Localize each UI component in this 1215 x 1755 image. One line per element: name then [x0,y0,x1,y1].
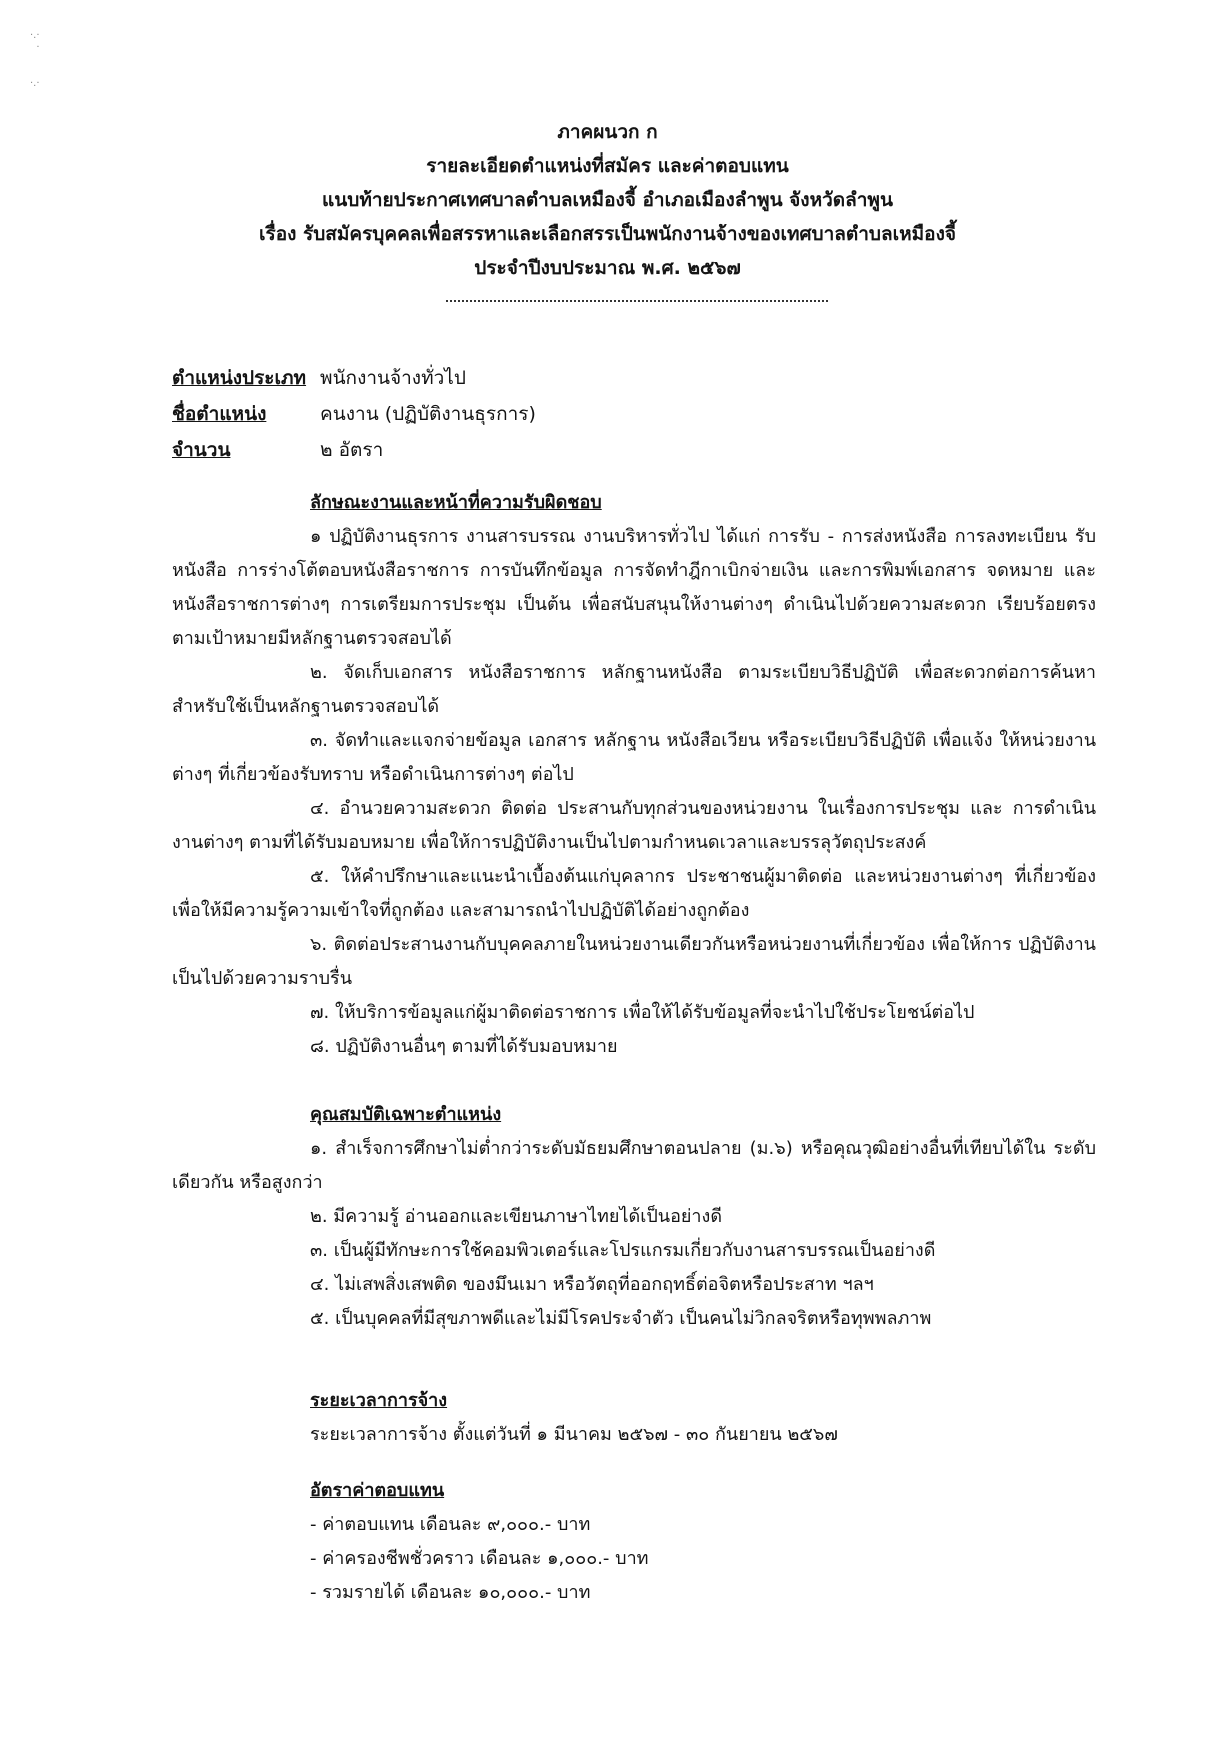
document-header [0,115,1215,285]
position-name-label: ชื่อตำแหน่ง [172,403,267,425]
compensation-item: - รวมรายได้ เดือนละ ๑๐,๐๐๐.- บาท [310,1582,591,1603]
position-count-label: จำนวน [172,439,231,461]
employment-period: ระยะเวลาการจ้าง ตั้งแต่วันที่ ๑ มีนาคม ๒๕๖๗ - ๓๐ กันยายน ๒๕๖๗ [310,1424,838,1445]
duties-heading: ลักษณะงานและหน้าที่ความรับผิดชอบ [310,492,602,513]
employment-heading: ระยะเวลาการจ้าง [310,1390,448,1411]
qualifications-section [172,1098,1096,1336]
position-count-value: ๒ อัตรา [320,439,384,461]
qualification-item: ๔. ไม่เสพสิ่งเสพติด ของมึนเมา หรือวัตถุที่ออกฤทธิ์ต่อจิตหรือประสาท ฯลฯ [310,1274,874,1295]
compensation-item: - ค่าตอบแทน เดือนละ ๙,๐๐๐.- บาท [310,1514,591,1535]
compensation-heading: อัตราค่าตอบแทน [310,1480,445,1501]
duty-item: ๘. ปฏิบัติงานอื่นๆ ตามที่ได้รับมอบหมาย [310,1036,618,1057]
position-type-value: พนักงานจ้างทั่วไป [320,367,466,389]
duty-item: ๕. ให้คำปรึกษาและแนะนำเบื้องต้นแก่บุคลากร ประชาชนผู้มาติดต่อ และหน่วยงานต่างๆ ที่เกี่ยวข้อง เพื่อให้มีความรู้ความเข้าใจที่ถูกต้อง และสามารถนำไปปฏิบัติได้อย่างถูกต้อง [172,866,1096,921]
header-attachment: แนบท้ายประกาศเทศบาลตำบลเหมืองจี้ อำเภอเมืองลำพูน จังหวัดลำพูน [322,189,893,211]
position-type-row [172,360,536,396]
duty-item: ๒. จัดเก็บเอกสาร หนังสือราชการ หลักฐานหนังสือ ตามระเบียบวิธีปฏิบัติ เพื่อสะดวกต่อการค้นหา สำหรับใช้เป็นหลักฐานตรวจสอบได้ [172,662,1096,717]
position-name-value: คนงาน (ปฏิบัติงานธุรการ) [320,403,536,425]
duty-item: ๖. ติดต่อประสานงานกับบุคคลภายในหน่วยงานเดียวกันหรือหน่วยงานที่เกี่ยวข้อง เพื่อให้การ ปฏิบัติงานเป็นไปด้วยความราบรื่น [172,934,1096,989]
duties-section [172,486,1096,1064]
position-info [172,360,536,468]
compensation-item: - ค่าครองชีพชั่วคราว เดือนละ ๑,๐๐๐.- บาท [310,1548,649,1569]
header-subject: เรื่อง รับสมัครบุคคลเพื่อสรรหาและเลือกสรรเป็นพนักงานจ้างของเทศบาลตำบลเหมืองจี้ [259,223,956,245]
dotted-divider [446,300,828,302]
duty-item: ๑ ปฏิบัติงานธุรการ งานสารบรรณ งานบริหารทั่วไป ได้แก่ การรับ - การส่งหนังสือ การลงทะเบียน รับหนังสือ การร่างโต้ตอบหนังสือราชการ การบันทึกข้อมูล การจัดทำฎีกาเบิกจ่ายเงิน และการพิมพ์เอกสาร จดหมาย และหนังสือราชการต่างๆ การเตรียมการประชุม เป็นต้น เพื่อสนับสนุนให้งานต่างๆ ดำเนินไปด้วยความสะดวก เรียบร้อยตรงตามเป้าหมายมีหลักฐานตรวจสอบได้ [172,526,1096,649]
duty-item: ๔. อำนวยความสะดวก ติดต่อ ประสานกับทุกส่วนของหน่วยงาน ในเรื่องการประชุม และ การดำเนินงานต่างๆ ตามที่ได้รับมอบหมาย เพื่อให้การปฏิบัติงานเป็นไปตามกำหนดเวลาและบรรลุวัตถุประสงค์ [172,798,1096,853]
employment-section [172,1384,1096,1452]
qualifications-heading: คุณสมบัติเฉพาะตำแหน่ง [310,1104,502,1125]
scan-specks: ·.· · ·.· [30,30,40,89]
header-appendix: ภาคผนวก ก [557,121,658,143]
position-count-row [172,432,536,468]
duty-item: ๓. จัดทำและแจกจ่ายข้อมูล เอกสาร หลักฐาน หนังสือเวียน หรือระเบียบวิธีปฏิบัติ เพื่อแจ้ง ให้หน่วยงานต่างๆ ที่เกี่ยวข้องรับทราบ หรือดำเนินการต่างๆ ต่อไป [172,730,1096,785]
duty-item: ๗. ให้บริการข้อมูลแก่ผู้มาติดต่อราชการ เพื่อให้ได้รับข้อมูลที่จะนำไปใช้ประโยชน์ต่อไป [310,1002,975,1023]
compensation-section [172,1474,1096,1610]
position-type-label: ตำแหน่งประเภท [172,367,307,389]
qualification-item: ๒. มีความรู้ อ่านออกและเขียนภาษาไทยได้เป็นอย่างดี [310,1206,723,1227]
qualification-item: ๕. เป็นบุคคลที่มีสุขภาพดีและไม่มีโรคประจำตัว เป็นคนไม่วิกลจริตหรือทุพพลภาพ [310,1308,932,1329]
header-title: รายละเอียดตำแหน่งที่สมัคร และค่าตอบแทน [426,155,789,177]
qualification-item: ๓. เป็นผู้มีทักษะการใช้คอมพิวเตอร์และโปรแกรมเกี่ยวกับงานสารบรรณเป็นอย่างดี [310,1240,936,1261]
qualification-item: ๑. สำเร็จการศึกษาไม่ต่ำกว่าระดับมัธยมศึกษาตอนปลาย (ม.๖) หรือคุณวุฒิอย่างอื่นที่เทียบได้ใน ระดับเดียวกัน หรือสูงกว่า [172,1138,1096,1193]
position-name-row [172,396,536,432]
header-fiscal-year: ประจำปีงบประมาณ พ.ศ. ๒๕๖๗ [474,257,741,279]
